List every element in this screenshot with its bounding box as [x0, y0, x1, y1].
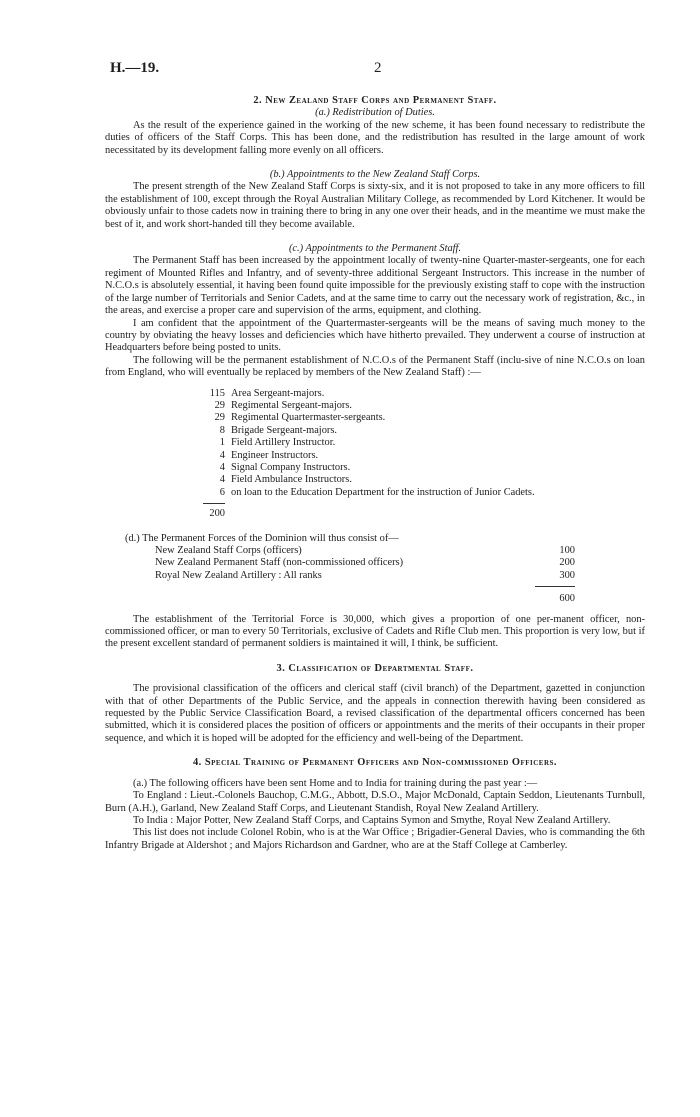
section-4-title: 4. Special Training of Permanent Officers and Non-commissioned Officers. [192, 757, 558, 769]
subsection-b-text: The present strength of the New Zealand Staff Corps is sixty-six, and it is not proposed to take in any more officers to fill the establishment of 100, except through the Royal Australian Military College, as recommended by Lord Kitchener. It would be obviously unfair to those cadets now in training there to bring in any one over their heads, and in the meantime we must make the best of it, and work short-handed till they become available. [105, 181, 645, 230]
subsection-b-title: (b.) Appointments to the New Zealand Staff Corps. [269, 169, 481, 181]
total-rule [203, 503, 225, 504]
table-row: Royal New Zealand Artillery : All ranks 300 [155, 569, 575, 581]
table-row: New Zealand Permanent Staff (non-commissioned officers) 200 [155, 557, 575, 569]
list-item: 8 Brigade Sergeant-majors. [219, 424, 337, 436]
subsection-c-text-3: The following will be the permanent establishment of N.C.O.s of the Permanent Staff (inclu-sive of nine N.C.O.s on loan from England, who will eventually be replaced by members of the New Zealand Staff) :— [105, 354, 645, 379]
section-2-title: 2. New Zealand Staff Corps and Permanent Staff. [253, 95, 497, 106]
staff-total: 200 [209, 508, 225, 520]
report-reference: H.—19. [110, 60, 160, 76]
list-item: 1 Field Artillery Instructor. [219, 437, 336, 449]
subsection-c-text-2: I am confident that the appointment of the Quartermaster-sergeants will be the means of saving much money to the country by obviating the heavy losses and deficiencies which have hitherto prevailed. They underwent a course of instruction at Headquarters before being posted to units. [105, 317, 645, 354]
subsection-c-title: (c.) Appointments to the Permanent Staff. [288, 243, 462, 255]
section-4 [105, 757, 645, 852]
staff-establishment-list [105, 388, 645, 500]
page-number: 2 [374, 60, 382, 76]
section-2 [105, 95, 645, 651]
forces-total: 600 [559, 593, 575, 605]
list-item: 4 Engineer Instructors. [219, 449, 319, 461]
total-rule [535, 586, 575, 587]
section-4-a-text: (a.) The following officers have been sent Home and to India for training during the past year :— [133, 777, 538, 789]
list-item: 6 on loan to the Education Department for the instruction of Junior Cadets. [219, 486, 535, 498]
list-item: 29 Regimental Quartermaster-sergeants. [214, 412, 386, 424]
list-item: 4 Field Ambulance Instructors. [219, 474, 352, 486]
section-3-text: The provisional classification of the officers and clerical staff (civil branch) of the Department, gazetted in conjunction with that of other Departments of the Public Service, and the appeals in connection therewith having been considered as requested by the Public Service Classification Board, a revised classification of the departmental officers concerned has been submitted, which it is considered places the position of officers or appointments and the merits of their occupants in their proper sequence, and which it is hoped will be adopted for the efficiency and well-being of the Department. [105, 683, 645, 744]
section-3 [105, 663, 645, 745]
training-india: To India : Major Potter, New Zealand Staff Corps, and Captains Symon and Smythe, Royal New Zealand Artillery. [133, 814, 611, 826]
list-item: 4 Signal Company Instructors. [219, 461, 351, 473]
permanent-forces-table [155, 545, 575, 582]
training-note: This list does not include Colonel Robin, who is at the War Office ; Brigadier-General Davies, who is commanding the 6th Infantry Brigade at Aldershot ; and Majors Richardson and Gardner, who are at the Staff College at Camberley. [105, 827, 645, 851]
training-england: To England : Lieut.-Colonels Bauchop, C.M.G., Abbott, D.S.O., Major McDonald, Captain Seddon, Lieutenants Turnbull, Burn (A.H.), Garland, New Zealand Staff Corps, and Lieutenant Standish, Royal New Zealand Artillery. [105, 790, 645, 814]
subsection-d-text: The establishment of the Territorial Force is 30,000, which gives a proportion of one per-manent officer, non-commissioned officer, or man to every 50 Territorials, exclusive of Cadets and Rifle Club men. This proportion is very low, but if the present excellent standard of permanent soldiers is maintained it will, I think, be sufficient. [105, 613, 645, 650]
table-row: New Zealand Staff Corps (officers) 100 [155, 545, 575, 556]
subsection-d-intro: (d.) The Permanent Forces of the Dominion will thus consist of— [125, 532, 399, 544]
section-3-title: 3. Classification of Departmental Staff. [276, 662, 474, 674]
list-item: 115 Area Sergeant-majors. [209, 387, 325, 399]
subsection-a-text: As the result of the experience gained in the working of the new scheme, it has been found necessary to redistribute the duties of officers of the Staff Corps. This has been done, and the redistribution has resulted in the large amount of work necessitated by its development falling more evenly on all officers. [105, 119, 645, 156]
list-item: 29 Regimental Sergeant-majors. [214, 399, 352, 411]
subsection-c-text-1: The Permanent Staff has been increased by the appointment locally of twenty-nine Quarter-master-sergeants, one for each regiment of Mounted Rifles and Infantry, and of seventy-three additional Sergeant Instructors. This increase in the number of N.C.O.s is absolutely essential, it having been found quite impossible for the previously existing staff to cope with the instruction of the large number of Territorials and Senior Cadets, and at the same time to carry out the necessary work of registration, &c., in the areas, and exercise a proper care and supervision of the arms, equipment, and clothing. [105, 255, 645, 317]
subsection-a-title: (a.) Redistribution of Duties. [315, 107, 435, 119]
